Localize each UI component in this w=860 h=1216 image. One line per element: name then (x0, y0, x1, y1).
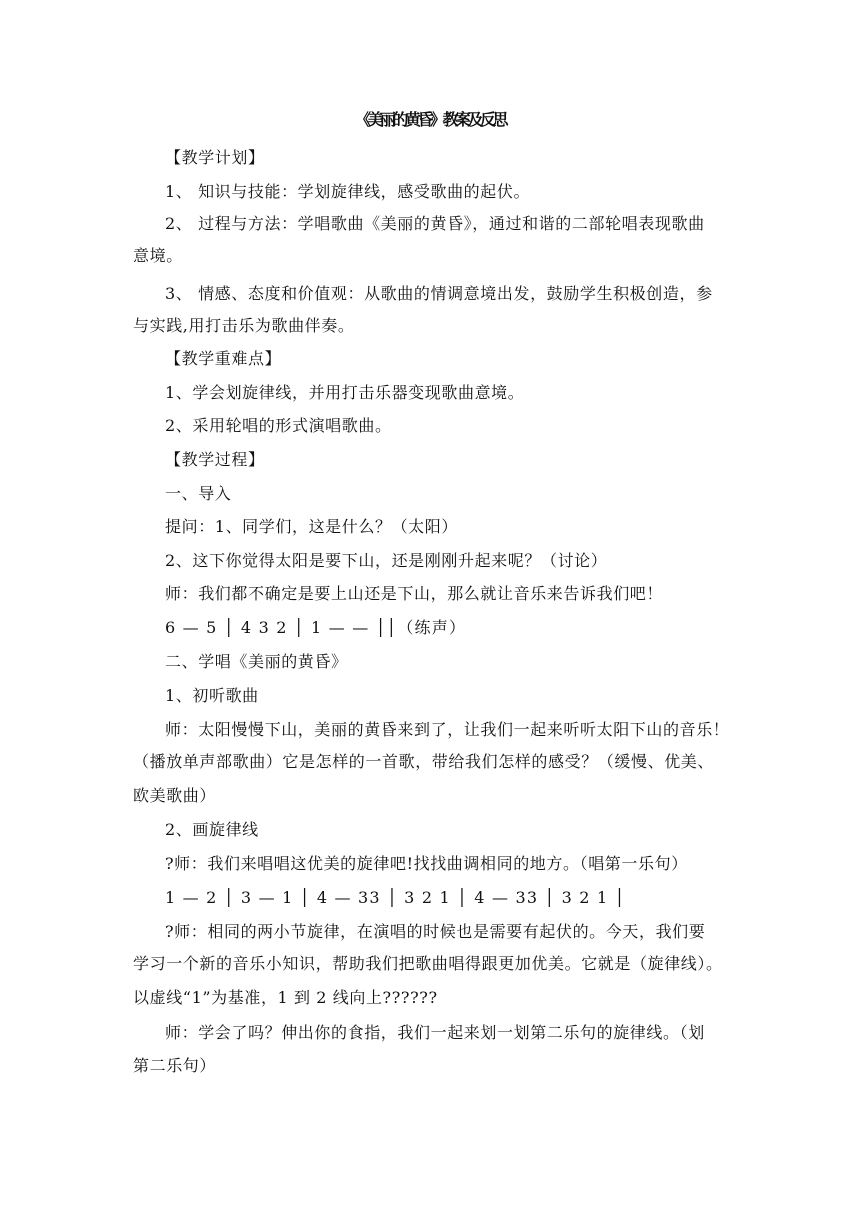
paragraph-line: 2、采用轮唱的形式演唱歌曲。 (165, 416, 392, 435)
paragraph-line: 2、这下你觉得太阳是要下山，还是刚刚升起来呢？（讨论） (165, 551, 608, 570)
paragraph-line: 2、 过程与方法：学唱歌曲《美丽的黄昏》，通过和谐的二部轮唱表现歌曲 (165, 214, 705, 233)
section-heading-plan: 【教学计划】 (165, 148, 265, 167)
section-heading-process: 【教学过程】 (165, 450, 265, 469)
paragraph-line: 提问：1、同学们，这是什么？（太阳） (165, 517, 458, 536)
paragraph-line: 2、画旋律线 (165, 820, 259, 839)
paragraph-line: 师：我们都不确定是要上山还是下山，那么就让音乐来告诉我们吧！ (165, 584, 664, 603)
paragraph-line: 意境。 (133, 246, 183, 265)
music-notation-line: 1 — 2 │ 3 — 1 │ 4 — 33 │ 3 2 1 │ 4 — 33 │ 3 2 1 │ (165, 888, 626, 907)
paragraph-line: 3、 情感、态度和价值观：从歌曲的情调意境出发，鼓励学生积极创造，参 (165, 284, 713, 303)
paragraph-line: ?师：我们来唱唱这优美的旋律吧!找找曲调相同的地方。（唱第一乐句） (165, 854, 688, 873)
paragraph-line: 学习一个新的音乐小知识，帮助我们把歌曲唱得跟更加优美。它就是（旋律线）。 (133, 954, 723, 973)
paragraph-line: 师：学会了吗？伸出你的食指，我们一起来划一划第二乐句的旋律线。（划 (165, 1023, 705, 1042)
music-notation-line: 6 — 5 │ 4 3 2 │ 1 — — ││（练声） (165, 618, 467, 637)
paragraph-line: ?师：相同的两小节旋律，在演唱的时候也是需要有起伏的。今天，我们要 (165, 922, 706, 941)
document-title: 《美丽的黄昏》教案及反思 (354, 110, 505, 129)
paragraph-line: 一、导入 (165, 484, 232, 503)
paragraph-line: 二、学唱《美丽的黄昏》 (165, 652, 348, 671)
paragraph-line: （播放单声部歌曲）它是怎样的一首歌，带给我们怎样的感受？（缓慢、优美、 (133, 752, 715, 771)
paragraph-line: 1、学会划旋律线，并用打击乐器变现歌曲意境。 (165, 383, 525, 402)
paragraph-line: 1、初听歌曲 (165, 686, 259, 705)
paragraph-line: 欧美歌曲） (133, 786, 217, 805)
paragraph-line: 以虚线“1”为基准，1 到 2 线向上?????? (133, 988, 438, 1007)
paragraph-line: 1、 知识与技能：学划旋律线，感受歌曲的起伏。 (165, 182, 531, 201)
paragraph-line: 师：太阳慢慢下山，美丽的黄昏来到了，让我们一起来听听太阳下山的音乐！ (165, 720, 730, 739)
paragraph-line: 与实践,用打击乐为歌曲伴奏。 (133, 316, 355, 335)
section-heading-key-points: 【教学重难点】 (165, 349, 282, 368)
paragraph-line: 第二乐句） (133, 1056, 217, 1075)
